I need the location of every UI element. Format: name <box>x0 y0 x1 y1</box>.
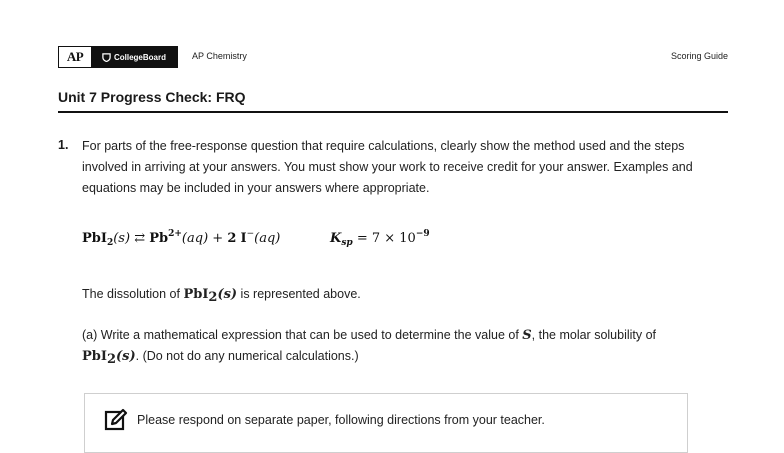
reactant-subscript: 2 <box>106 238 114 248</box>
part-a-compound-subscript: 2 <box>106 352 116 367</box>
response-instruction: Please respond on separate paper, following directions from your teacher. <box>137 413 545 427</box>
plus-sign: + <box>212 231 224 246</box>
collegeboard-wordmark: CollegeBoard <box>113 52 166 62</box>
ap-logo: AP <box>59 47 91 67</box>
ksp-subscript: sp <box>341 238 353 248</box>
dissolution-post-text: is represented above. <box>237 287 361 301</box>
course-name: AP Chemistry <box>192 51 247 61</box>
ksp-exponent: −9 <box>415 229 430 239</box>
ap-collegeboard-logo <box>58 46 178 68</box>
iodide-charge: − <box>246 229 255 239</box>
dissolution-compound-state: (s) <box>217 287 238 302</box>
iodide-ion: I <box>240 231 247 246</box>
reactant-state: (s) <box>113 231 131 246</box>
ksp-value: = 7 × 10 <box>356 231 416 246</box>
equilibrium-arrow: ⇄ <box>134 231 146 246</box>
question-number: 1. <box>58 138 69 152</box>
lead-ion-charge: 2+ <box>168 229 182 239</box>
solubility-variable: S <box>522 328 532 343</box>
dissolution-compound-subscript: 2 <box>208 290 218 305</box>
guide-label: Scoring Guide <box>670 51 728 61</box>
reactant-formula: PbI <box>82 231 107 246</box>
page-header <box>58 46 728 68</box>
title-divider <box>58 111 728 113</box>
page-title: Unit 7 Progress Check: FRQ <box>58 89 246 105</box>
lead-ion: Pb <box>149 231 169 246</box>
dissolution-statement <box>82 287 361 305</box>
iodide-state: (aq) <box>254 231 281 246</box>
iodide-coefficient: 2 <box>227 231 237 246</box>
part-a-compound: PbI <box>82 349 107 364</box>
shield-icon <box>102 53 111 62</box>
response-box <box>84 393 688 453</box>
edit-icon <box>104 408 128 432</box>
part-a-post-text: . (Do not do any numerical calculations.) <box>135 349 359 363</box>
ksp-symbol: K <box>330 231 342 246</box>
part-a-compound-state: (s) <box>116 349 136 364</box>
dissolution-pre-text: The dissolution of <box>82 287 184 301</box>
part-a-pre-text: (a) Write a mathematical expression that can be used to determine the value of <box>82 328 523 342</box>
collegeboard-logo <box>91 47 177 67</box>
ksp-expression <box>330 231 430 246</box>
dissolution-compound: PbI <box>183 287 209 302</box>
question-instructions: For parts of the free-response question that require calculations, clearly show the method used and the steps involved in arriving at your answers. You must show your work to receive credit for your answer. Examples and equations may be included in your answers where appropriate. <box>82 139 693 195</box>
lead-ion-state: (aq) <box>181 231 209 246</box>
part-a-mid-text: , the molar solubility of <box>531 328 657 342</box>
part-a-prompt <box>82 325 692 367</box>
